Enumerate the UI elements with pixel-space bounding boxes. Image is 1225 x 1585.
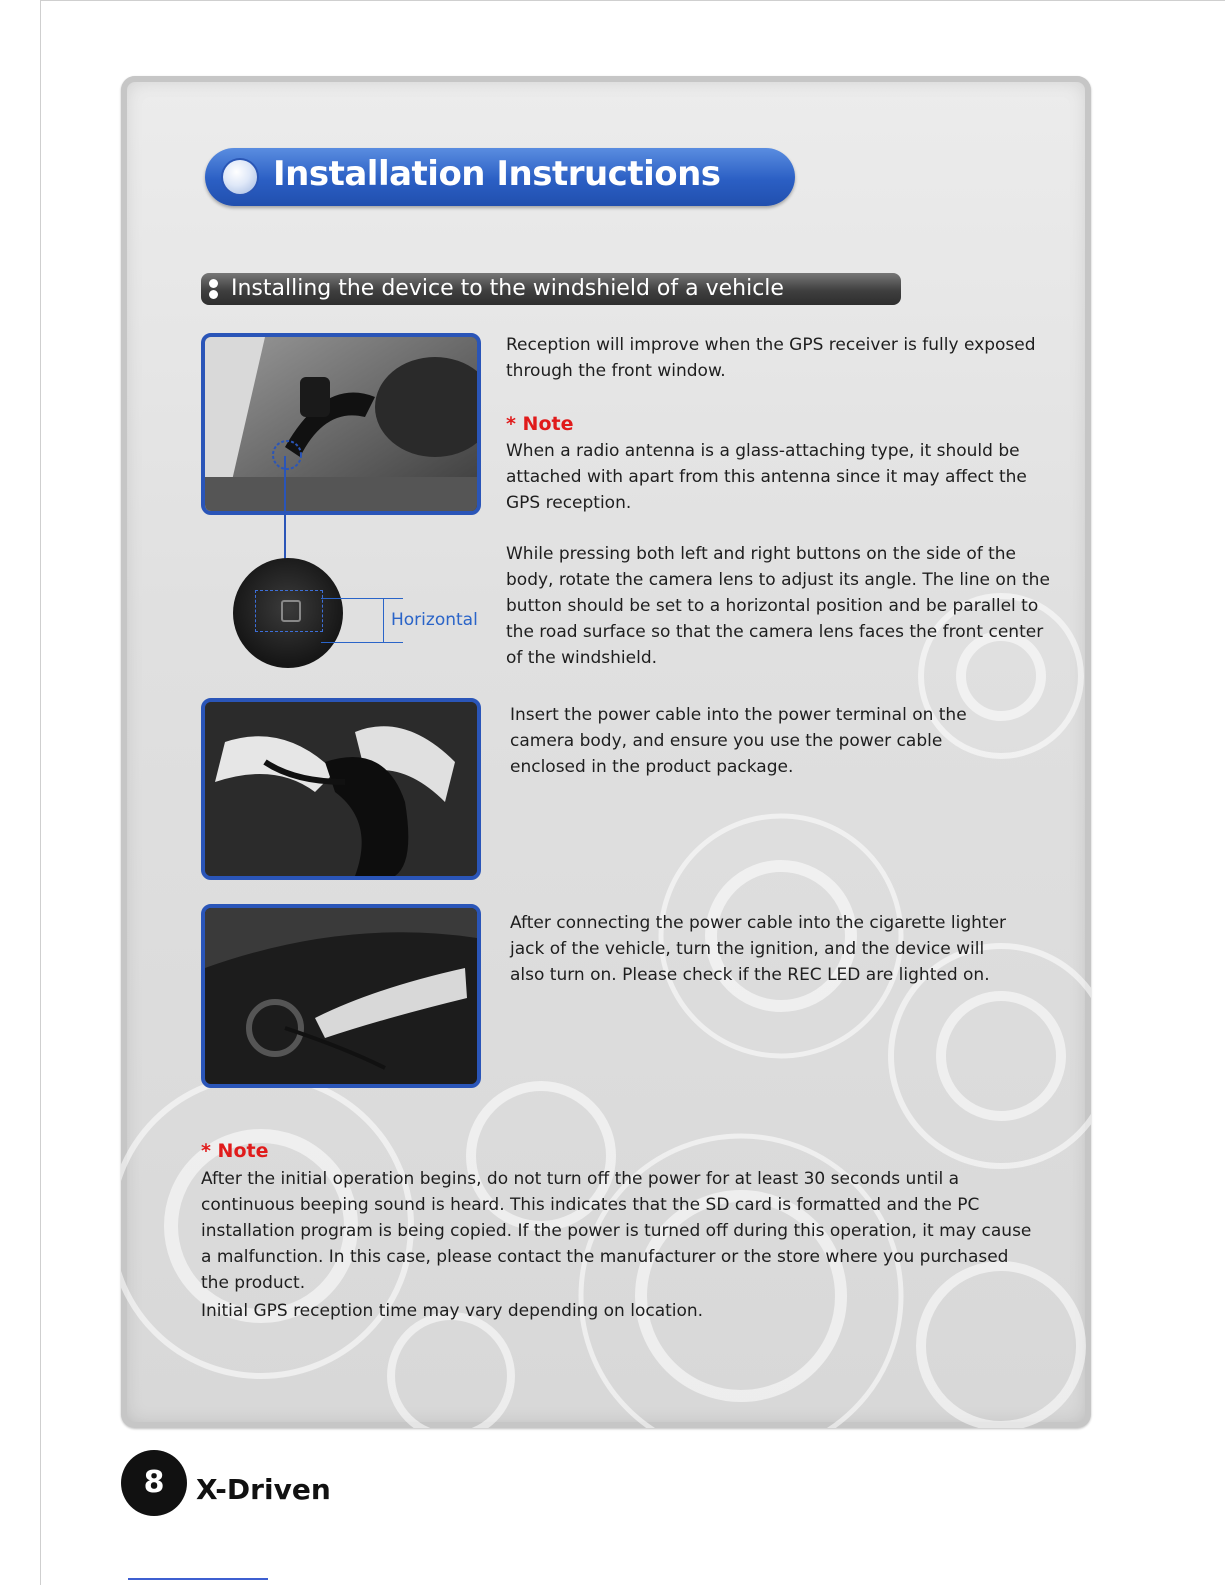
step3-text: After connecting the power cable into the cigarette lighter jack of the vehicle, turn the ignition, and the device will also turn on. Please check if the REC LED are lighted on. xyxy=(510,913,1007,985)
brand-name: X-Driven xyxy=(196,1473,331,1506)
bottom-note-text-gps: Initial GPS reception time may vary depending on location. xyxy=(201,1301,704,1321)
subsection-title: Installing the device to the windshield of a vehicle xyxy=(231,276,784,301)
content-panel xyxy=(121,76,1091,1428)
step2-text: Insert the power cable into the power terminal on the camera body, and ensure you use the power cable enclosed in the product package. xyxy=(510,705,967,777)
button-closeup xyxy=(233,558,343,668)
bottom-underline xyxy=(128,1578,268,1580)
double-dot-icon xyxy=(209,279,219,299)
step1-note-heading: * Note xyxy=(506,413,574,435)
page-title: Installation Instructions xyxy=(273,154,721,194)
page-edge-top xyxy=(40,0,1225,1)
cigarette-lighter-photo xyxy=(201,904,481,1088)
page-edge xyxy=(40,0,41,1585)
horizontal-guide-bottom xyxy=(321,642,403,643)
section-title-banner xyxy=(205,148,795,206)
step1-note-text: When a radio antenna is a glass-attaching type, it should be attached with apart from this antenna since it may affect the GPS reception. xyxy=(506,441,1027,513)
horizontal-guide-top xyxy=(321,598,403,599)
zoom-connector-line xyxy=(284,456,286,566)
bottom-note-heading: * Note xyxy=(201,1140,269,1162)
step1-text: Reception will improve when the GPS receiver is fully exposed through the front window. xyxy=(506,335,1036,381)
horizontal-guide-vertical xyxy=(383,598,384,642)
power-cable-photo xyxy=(201,698,481,880)
horizontal-label: Horizontal xyxy=(391,610,478,630)
windshield-mount-photo xyxy=(201,333,481,515)
bottom-note-text: After the initial operation begins, do not turn off the power for at least 30 seconds until a continuous beeping sound is heard. This indicates that the SD card is formatted and the PC installation program is being copied. If the power is turned off during this operation, it may cause a malfunction. In this case, please contact the manufacturer or the store where you purchased the product. xyxy=(201,1169,1032,1293)
bullet-circle-icon xyxy=(223,160,257,194)
step1-adjust-text: While pressing both left and right buttons on the side of the body, rotate the camera lens to adjust its angle. The line on the button should be set to a horizontal position and be parallel to the road surface so that the camera lens faces the front center of the windshield. xyxy=(506,544,1050,668)
page-number-badge: 8 xyxy=(121,1450,187,1516)
subsection-banner xyxy=(201,273,901,305)
